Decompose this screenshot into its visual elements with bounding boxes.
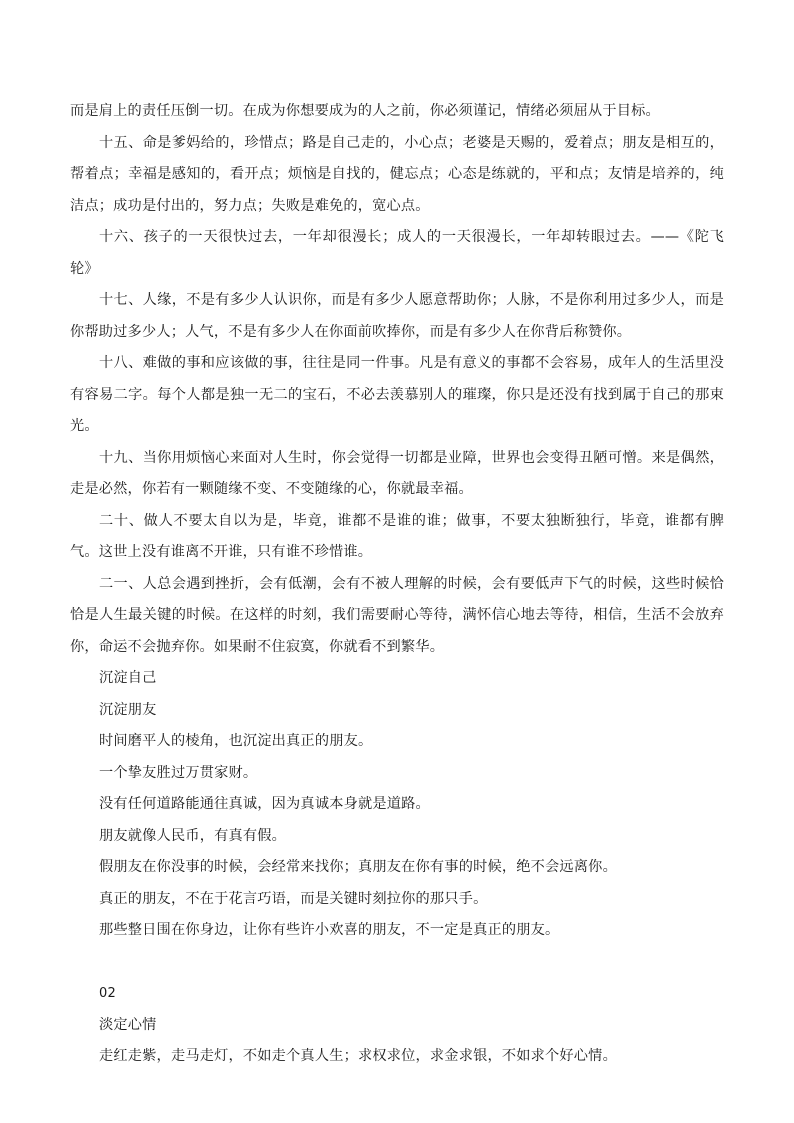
paragraph-continuation: 而是肩上的责任压倒一切。在成为你想要成为的人之前，你必须谨记，情绪必须屈从于目标。 xyxy=(70,103,660,119)
list-item: 没有任何道路能通往真诚，因为真诚本身就是道路。 xyxy=(99,796,430,812)
paragraph-17: 十七、人缘，不是有多少人认识你，而是有多少人愿意帮助你；人脉，不是你利用过多少人，而是你帮助过多少人；人气，不是有多少人在你面前吹捧你，而是有多少人在你背后称赞你。 xyxy=(70,292,724,340)
heading-settle-self: 沉淀自己 xyxy=(99,670,157,686)
paragraph-21: 二一、人总会遇到挫折，会有低潮，会有不被人理解的时候，会有要低声下气的时候，这些时候恰恰是人生最关键的时候。在这样的时刻，我们需要耐心等待，满怀信心地去等待，相信，生活不会放弃你，命运不会抛弃你。如果耐不住寂寞，你就看不到繁华。 xyxy=(70,575,724,655)
heading-settle-friends: 沉淀朋友 xyxy=(99,701,157,718)
list-item: 那些整日围在你身边，让你有些许小欢喜的朋友，不一定是真正的朋友。 xyxy=(99,922,560,938)
paragraph-19: 十九、当你用烦恼心来面对人生时，你会觉得一切都是业障，世界也会变得丑陋可憎。来是偶然，走是必然，你若有一颗随缘不变、不变随缘的心，你就最幸福。 xyxy=(70,449,724,497)
section-number: 02 xyxy=(99,986,116,1001)
list-item: 一个挚友胜过万贯家财。 xyxy=(99,764,258,781)
paragraph-16: 十六、孩子的一天很快过去，一年却很漫长；成人的一天很漫长，一年却转眼过去。——《陀飞轮》 xyxy=(70,229,724,277)
heading-calm-mood: 淡定心情 xyxy=(99,1016,157,1033)
list-item: 朋友就像人民币，有真有假。 xyxy=(99,827,287,844)
document-body xyxy=(70,96,724,1073)
blank-line xyxy=(70,947,724,979)
paragraph-18: 十八、难做的事和应该做的事，往往是同一件事。凡是有意义的事都不会容易，成年人的生活里没有容易二字。每个人都是独一无二的宝石，不必去羡慕别人的璀璨，你只是还没有找到属于自己的那束光。 xyxy=(70,355,724,434)
list-item: 真正的朋友，不在于花言巧语，而是关键时刻拉你的那只手。 xyxy=(99,890,488,907)
list-item: 走红走紫，走马走灯，不如走个真人生；求权求位，求金求银，不如求个好心情。 xyxy=(99,1048,617,1064)
paragraph-15: 十五、命是爹妈给的，珍惜点；路是自己走的，小心点；老婆是天赐的，爱着点；朋友是相互的，帮着点；幸福是感知的，看开点；烦恼是自找的，健忘点；心态是练就的，平和点；友情是培养的，纯洁点；成功是付出的，努力点；失败是难免的，宽心点。 xyxy=(70,134,724,214)
paragraph-20: 二十、做人不要太自以为是，毕竟，谁都不是谁的谁；做事，不要太独断独行，毕竟，谁都有脾气。这世上没有谁离不开谁，只有谁不珍惜谁。 xyxy=(70,512,724,560)
list-item: 时间磨平人的棱角，也沉淀出真正的朋友。 xyxy=(99,733,373,749)
list-item: 假朋友在你没事的时候，会经常来找你；真朋友在你有事的时候，绝不会远离你。 xyxy=(99,859,617,875)
